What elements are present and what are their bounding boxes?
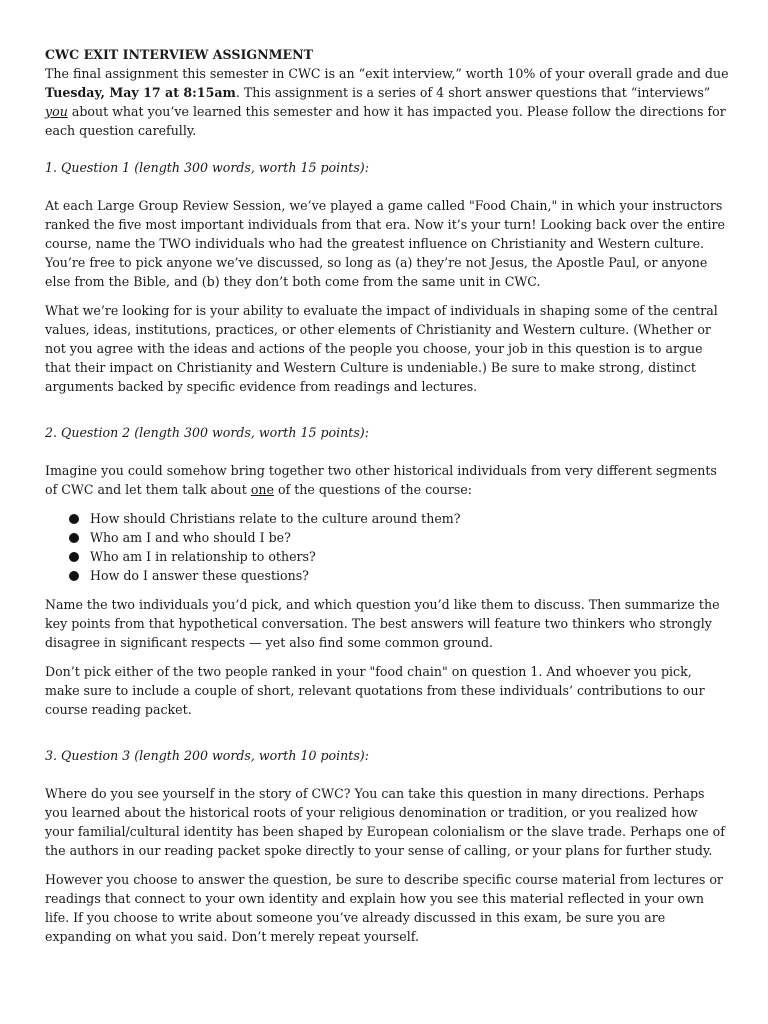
q2-p1-underline: one — [250, 482, 274, 497]
q1-heading-text: Question 1 (length 300 words, worth 15 points): — [61, 160, 369, 175]
bullet-icon — [69, 514, 79, 524]
q1-paragraph-1: At each Large Group Review Session, we’ve played a game called "Food Chain," in which your instructors ranked the five most important individuals from that era. Now it’s your turn! Looking back over the entire course, name the TWO individuals who had the greatest influence on Christianity and Western culture. You’re free to pick anyone we’ve discussed, so long as (a) they’re not Jesus, the Apostle Paul, or anyone else from the Bible, and (b) they don’t both come from the same unit in CWC. — [45, 198, 725, 289]
q3-paragraph-1: Where do you see yourself in the story of CWC? You can take this question in many directions. Perhaps you learned about the historical roots of your religious denomination or tradition, or you realized how your familial/cultural identity has been shaped by European colonialism or the slave trade. Perhaps one of the authors in our reading packet spoke directly to your sense of calling, or your plans for further study. — [45, 786, 725, 858]
bullet-icon — [69, 571, 79, 581]
list-item — [69, 528, 730, 547]
q2-p1-text-b: of the questions of the course: — [273, 482, 472, 497]
q1-number: 1. — [45, 160, 58, 175]
due-date: Tuesday, May 17 at 8:15am — [45, 85, 236, 100]
list-item — [69, 566, 730, 585]
intro-text-1: The final assignment this semester in CWC is an “exit interview,” worth 10% of your overall grade and due — [45, 66, 729, 81]
list-item-text: Who am I and who should I be? — [90, 530, 291, 545]
q3-paragraph-2: However you choose to answer the question, be sure to describe specific course material from lectures or readings that connect to your own identity and explain how you see this material reflected in your own life. If you choose to write about someone you’ve already discussed in this exam, be sure you are expanding on what you said. Don’t merely repeat yourself. — [45, 872, 723, 944]
document-body — [45, 45, 730, 956]
q2-paragraph-2: Name the two individuals you’d pick, and which question you’d like them to discuss. Then summarize the key points from that hypothetical conversation. The best answers will feature two thinkers who strongly disagree in significant respects — yet also find some common ground. — [45, 597, 720, 650]
intro-text-3: about what you’ve learned this semester and how it has impacted you. Please follow the directions for each question carefully. — [45, 104, 726, 138]
bullet-icon — [69, 552, 79, 562]
bullet-icon — [69, 533, 79, 543]
q2-paragraph-3: Don’t pick either of the two people ranked in your "food chain" on question 1. And whoever you pick, make sure to include a couple of short, relevant quotations from these individuals’ contributions to our course reading packet. — [45, 664, 705, 717]
list-item-text: How should Christians relate to the culture around them? — [90, 511, 461, 526]
list-item-text: Who am I in relationship to others? — [90, 549, 316, 564]
intro-text-2: . This assignment is a series of 4 short answer questions that “interviews” — [235, 85, 711, 100]
q2-paragraph-1 — [45, 461, 730, 499]
you-emphasis: you — [45, 104, 68, 119]
q2-heading — [45, 423, 730, 442]
q2-p1-text-a: Imagine you could somehow bring together two other historical individuals from very different segments of CWC and let them talk about — [45, 463, 717, 497]
q3-number: 3. — [45, 748, 58, 763]
document-title: CWC EXIT INTERVIEW ASSIGNMENT — [45, 47, 314, 62]
q1-paragraph-2: What we’re looking for is your ability to evaluate the impact of individuals in shaping some of the central values, ideas, institutions, practices, or other elements of Christianity and Western culture. (Whether or not you agree with the ideas and actions of the people you choose, your job in this question is to argue that their impact on Christianity and Western Culture is undeniable.) Be sure to make strong, distinct arguments backed by specific evidence from readings and lectures. — [45, 303, 718, 394]
q2-number: 2. — [45, 425, 58, 440]
q2-question-list — [45, 509, 730, 585]
q1-heading — [45, 158, 730, 177]
list-item-text: How do I answer these questions? — [90, 568, 309, 583]
q2-heading-text: Question 2 (length 300 words, worth 15 points): — [61, 425, 369, 440]
list-item — [69, 509, 730, 528]
q3-heading-text: Question 3 (length 200 words, worth 10 points): — [61, 748, 369, 763]
list-item — [69, 547, 730, 566]
q3-heading — [45, 746, 730, 765]
intro-paragraph — [45, 64, 730, 140]
